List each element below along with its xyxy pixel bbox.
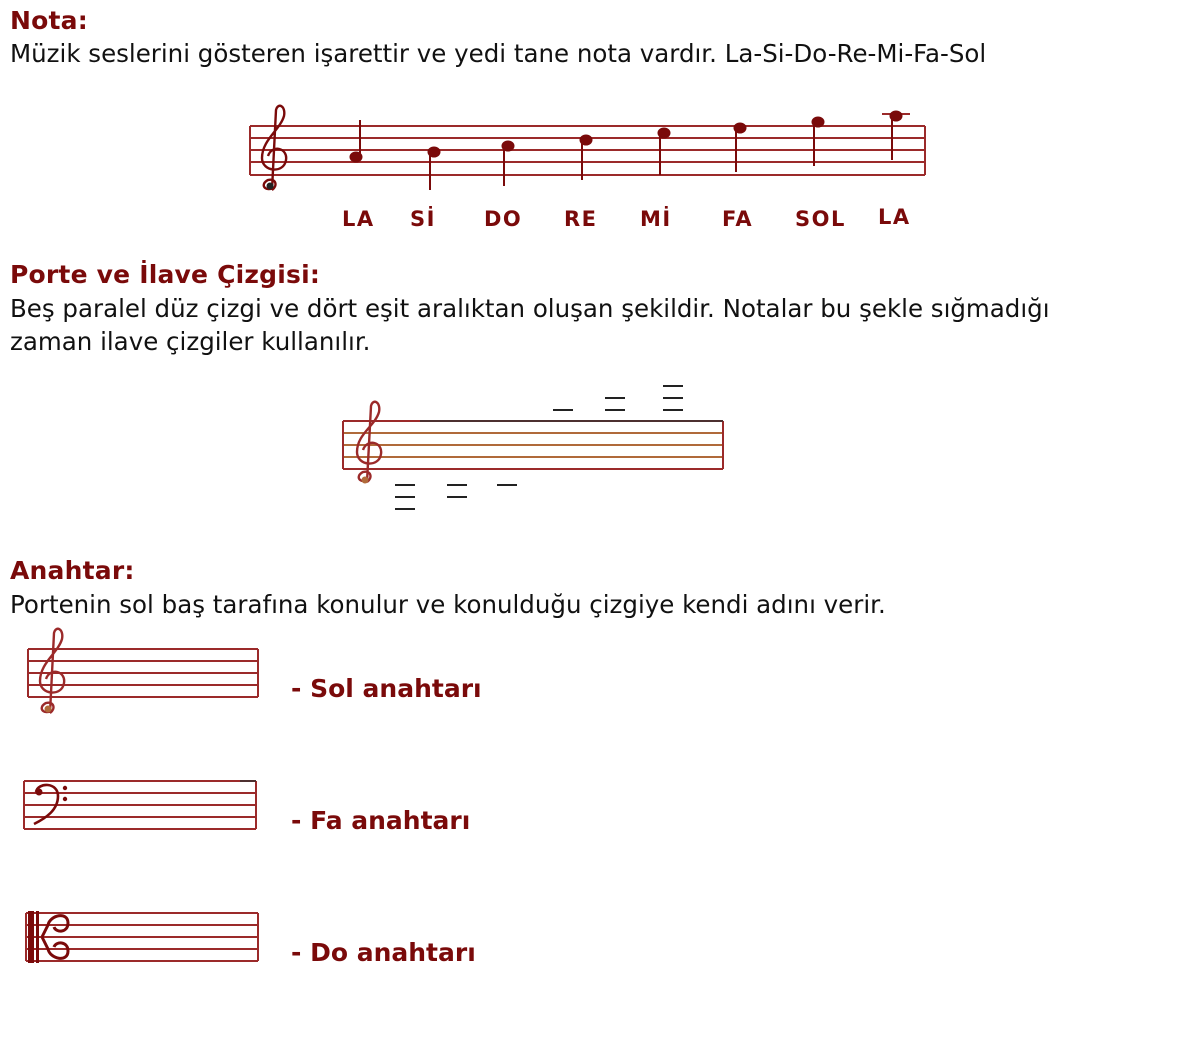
porte-description-line1: Beş paralel düz çizgi ve dört eşit aralıktan oluşan şekildir. Notalar bu şekle sığmadığı	[10, 294, 1050, 323]
do-clef-label: - Do anahtarı	[291, 938, 476, 967]
ledger-lines-below	[395, 485, 517, 509]
anahtar-description: Portenin sol baş tarafına konulur ve konulduğu çizgiye kendi adını verir.	[10, 590, 886, 619]
note-label-si: Sİ	[410, 207, 436, 231]
note-label-la: LA	[342, 207, 375, 231]
note-re	[581, 136, 592, 181]
note-la-2	[891, 112, 902, 161]
note-sol	[813, 118, 824, 167]
note-do	[503, 142, 514, 187]
nota-staff-figure	[240, 100, 940, 240]
fa-clef-staff	[20, 772, 270, 842]
sol-clef-staff	[22, 625, 272, 720]
staff-lines	[250, 126, 925, 175]
note-label-sol: SOL	[795, 207, 846, 231]
nota-description: Müzik seslerini gösteren işarettir ve yedi tane nota vardır. La-Si-Do-Re-Mi-Fa-Sol	[10, 39, 987, 68]
ledger-lines-above	[553, 386, 683, 410]
treble-clef-icon	[262, 106, 286, 190]
treble-clef-icon	[357, 402, 381, 484]
note-label-la-2: LA	[878, 205, 911, 229]
sol-clef-label: - Sol anahtarı	[291, 674, 482, 703]
porte-heading: Porte ve İlave Çizgisi:	[10, 260, 321, 289]
staff-lines	[343, 421, 723, 469]
note-mi	[659, 129, 670, 176]
note-si	[429, 148, 440, 191]
porte-description-line2: zaman ilave çizgiler kullanılır.	[10, 327, 371, 356]
fa-clef-label: - Fa anahtarı	[291, 806, 471, 835]
treble-clef-icon	[40, 629, 64, 713]
note-label-re: RE	[564, 207, 598, 231]
note-label-do: DO	[484, 207, 523, 231]
note-fa	[735, 124, 746, 173]
note-label-mi: Mİ	[640, 207, 672, 231]
nota-heading: Nota:	[10, 6, 88, 35]
porte-figure	[335, 378, 735, 518]
do-clef-staff	[22, 905, 272, 975]
note-label-fa: FA	[722, 207, 754, 231]
anahtar-heading: Anahtar:	[10, 556, 135, 585]
